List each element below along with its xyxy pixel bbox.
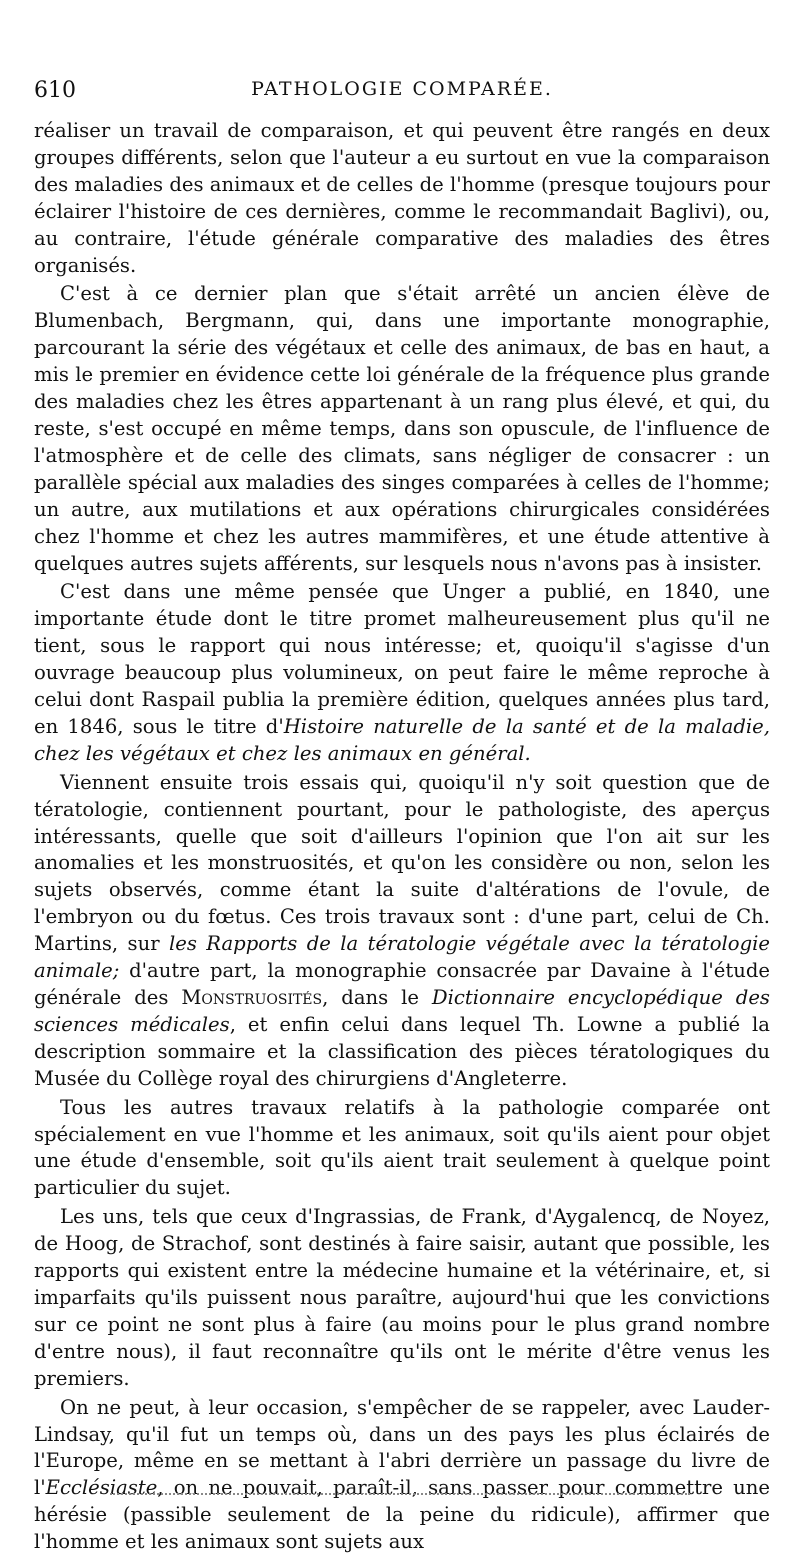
small-caps-text: Monstruosités [181, 986, 323, 1009]
paragraph [34, 770, 770, 1093]
paragraph [34, 1204, 770, 1392]
italic-text: Ecclésiaste [45, 1476, 158, 1500]
text-run: Tous les autres travaux relatifs à la pathologie comparée ont spécialement en vue l'homme et les animaux, soit qu'ils aient pour objet une étude d'ensemble, soit qu'ils aient trait seulement à quelque point particulier du sujet. [34, 1095, 770, 1200]
page-number: 610 [34, 78, 76, 103]
footer-rule [110, 1493, 690, 1495]
italic-text: Histoire naturelle de la santé et de la maladie, chez les végétaux et chez les animaux en général. [34, 714, 770, 765]
paragraph [34, 281, 770, 577]
text-run: Viennent ensuite trois essais qui, quoiqu'il n'y soit question que de tératologie, contiennent pourtant, pour le pathologiste, des aperçus intéressants, quelle que soit d'ailleurs l'opinion que l'on ait sur les anomalies et les monstruosités, et qu'on les considère ou non, selon les sujets observés, comme étant la suite d'altérations de l'ovule, de l'embryon ou du fœtus. Ces trois travaux sont : d'une part, celui de Ch. Martins, sur [34, 770, 770, 956]
text-run: On ne peut, à leur occasion, s'empêcher de se rappeler, avec Lauder-Lindsay, qu'il fut un temps où, dans un des pays les plus éclairés de l'Europe, même en se mettant à l'abri derrière un passage du livre de l' [34, 1395, 770, 1500]
body-text [34, 118, 770, 1556]
text-run: , dans le [322, 986, 432, 1009]
running-title: PATHOLOGIE COMPARÉE. [251, 78, 553, 100]
paragraph [34, 118, 770, 279]
italic-text: Dictionnaire encyclopédique des sciences médicales [34, 986, 770, 1036]
text-run: , et enfin celui dans lequel Th. Lowne a publié la description sommaire et la classification des pièces tératologiques du Musée du Collège royal des chirurgiens d'Angleterre. [34, 1012, 770, 1090]
book-page [34, 78, 770, 1558]
paragraph [34, 1395, 770, 1556]
text-run: C'est à ce dernier plan que s'était arrêté un ancien élève de Blumenbach, Bergmann, qui, dans une importante monographie, parcourant la série des végétaux et celle des animaux, de bas en haut, a mis le premier en évidence cette loi générale de la fréquence plus grande des maladies chez les êtres appartenant à un rang plus élevé, et qui, du reste, s'est occupé en même temps, dans son opuscule, de l'influence de l'atmosphère et de celle des climats, sans négliger de consacrer : un parallèle spécial aux maladies des singes comparées à celles de l'homme; un autre, aux mutilations et aux opérations chirurgicales considérées chez l'homme et chez les autres mammifères, et une étude attentive à quelques autres sujets afférents, sur lesquels nous n'avons pas à insister. [34, 282, 770, 575]
italic-text: les Rapports de la tératologie végétale avec la tératologie animale; [34, 932, 770, 983]
page-header [34, 78, 770, 118]
text-run: d'autre part, la monographie consacrée par Davaine à l'étude générale des [34, 959, 770, 1009]
text-run: C'est dans une même pensée que Unger a publié, en 1840, une importante étude dont le titre promet malheureusement plus qu'il ne tient, sous le rapport qui nous intéresse; et, quoiqu'il s'agisse d'un ouvrage beaucoup plus volumineux, on peut faire le même reproche à celui dont Raspail publia la première édition, quelques années plus tard, en 1846, sous le titre d' [34, 580, 770, 738]
paragraph [34, 1095, 770, 1203]
text-run: Les uns, tels que ceux d'Ingrassias, de Frank, d'Aygalencq, de Noyez, de Hoog, de Strachof, sont destinés à faire saisir, autant que possible, les rapports qui existent entre la médecine humaine et la vétérinaire, et, si imparfaits qu'ils puissent nous paraître, aujourd'hui que les convictions sur ce point ne sont plus à faire (au moins pour le plus grand nombre d'entre nous), il faut reconnaître qu'ils ont le mérite d'être venus les premiers. [34, 1205, 770, 1390]
text-run: , on ne pouvait, paraît-il, sans passer pour commettre une hérésie (passible seulement de la peine du ridicule), affirmer que l'homme et les animaux sont sujets aux [34, 1476, 770, 1554]
text-run: réaliser un travail de comparaison, et qui peuvent être rangés en deux groupes différents, selon que l'auteur a eu surtout en vue la comparaison des maladies des animaux et de celles de l'homme (presque toujours pour éclairer l'histoire de ces dernières, comme le recommandait Baglivi), ou, au contraire, l'étude générale comparative des maladies des êtres organisés. [34, 119, 770, 277]
paragraph [34, 579, 770, 767]
